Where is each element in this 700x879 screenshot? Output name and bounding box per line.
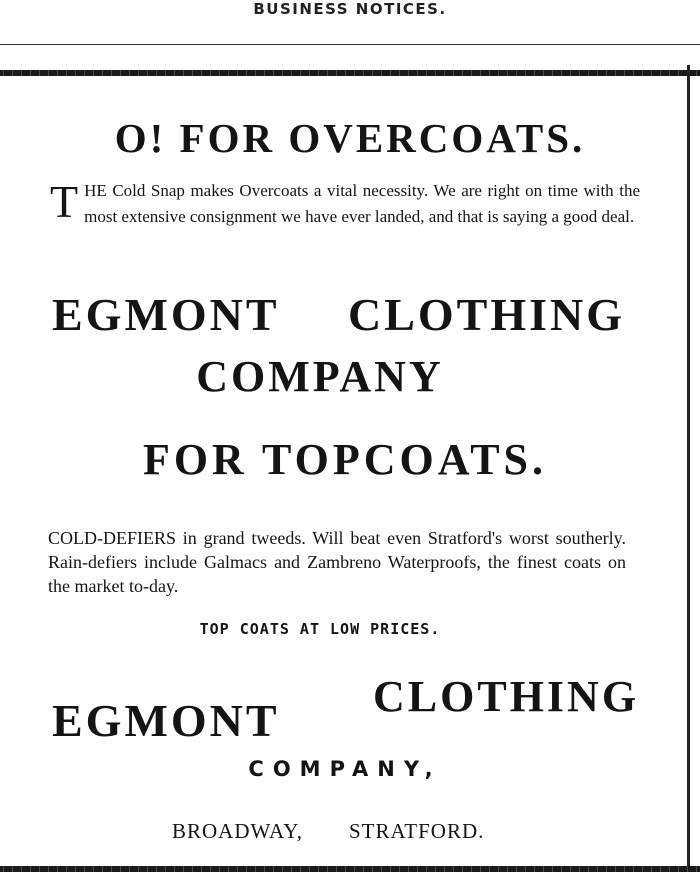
bottom-border [0,866,700,872]
subheading: FOR TOPCOATS. [142,435,548,484]
company-name-clothing: CLOTHING [348,289,626,340]
section-header: BUSINESS NOTICES. [253,0,447,18]
intro-paragraph [50,178,640,230]
tagline: TOP COATS AT LOW PRICES. [199,620,441,638]
address [172,819,484,844]
headline: O! FOR OVERCOATS. [114,115,586,161]
footer-name-clothing: CLOTHING [373,672,640,721]
body-paragraph [48,526,626,598]
footer-name-company: COMPANY, [248,757,442,781]
intro-text: HE Cold Snap makes Overcoats a vital necessity. We are right on time with the most extensive consignment we have ever landed, and that is saying a good deal. [84,181,640,226]
top-border [0,70,700,76]
company-name-egmont: EGMONT [52,289,280,340]
drop-cap: T [50,176,79,227]
address-street: BROADWAY, [172,819,303,843]
footer-name-egmont: EGMONT [52,695,280,746]
body-text: COLD-DEFIERS in grand tweeds. Will beat even Stratford's worst southerly. Rain-defiers include Galmacs and Zambreno Waterproofs, the finest coats on the market to-day. [48,528,626,596]
header-rule [0,44,700,45]
address-town: STRATFORD. [348,819,485,843]
company-name-company: COMPANY [196,352,444,401]
